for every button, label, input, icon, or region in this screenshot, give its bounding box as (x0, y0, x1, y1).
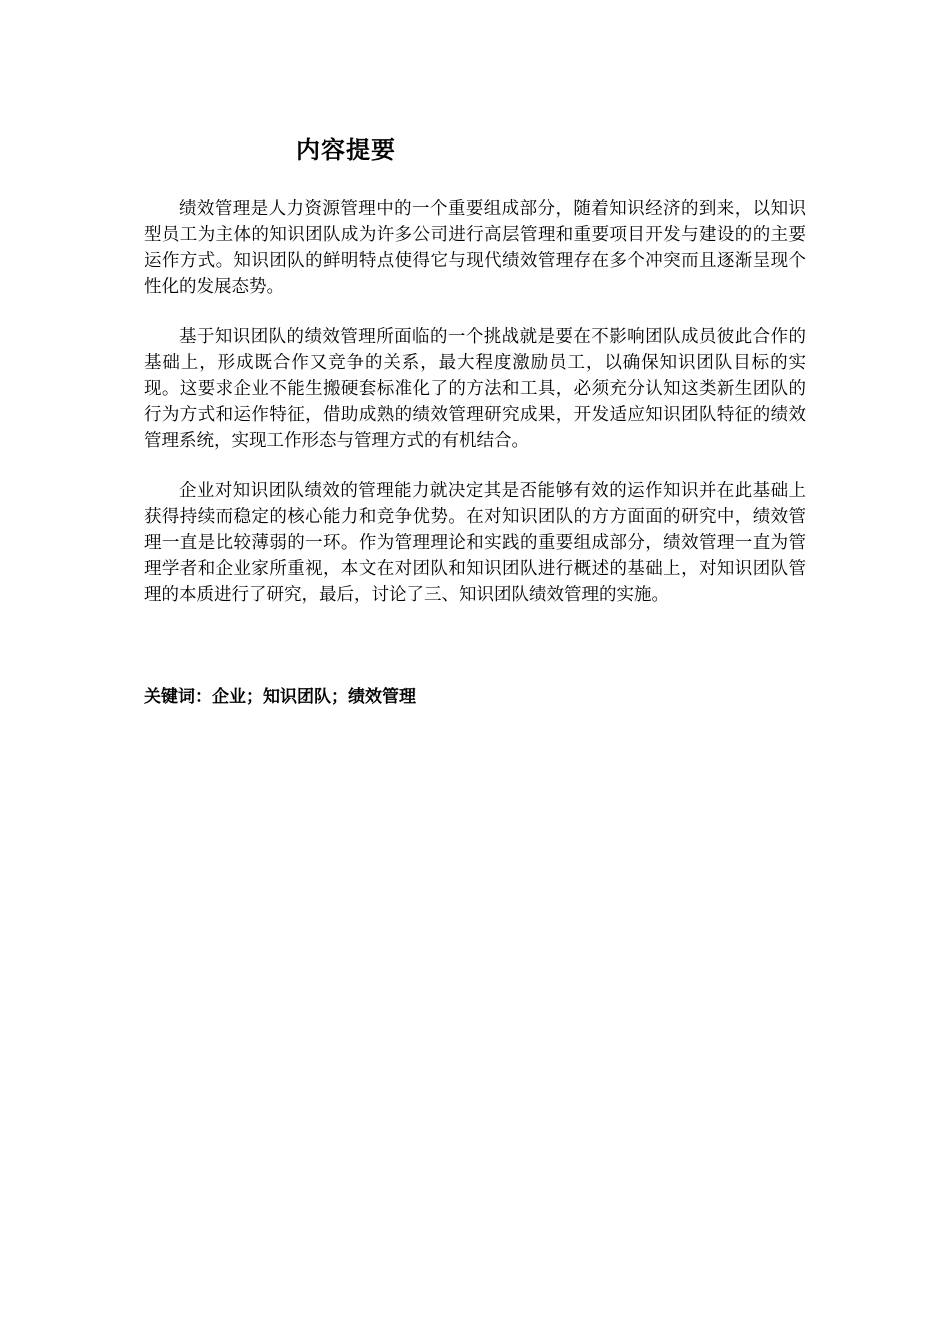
abstract-body (144, 196, 806, 632)
page-title: 内容提要 (296, 136, 396, 164)
keywords-line: 关键词：企业；知识团队；绩效管理 (144, 687, 416, 707)
paragraph-1: 绩效管理是人力资源管理中的一个重要组成部分，随着知识经济的到来，以知识型员工为主体的知识团队成为许多公司进行高层管理和重要项目开发与建设的的主要运作方式。知识团队的鲜明特点使得它与现代绩效管理存在多个冲突而且逐渐呈现个性化的发展态势。 (144, 199, 806, 297)
paragraph-3: 企业对知识团队绩效的管理能力就决定其是否能够有效的运作知识并在此基础上获得持续而稳定的核心能力和竞争优势。在对知识团队的方方面面的研究中，绩效管理一直是比较薄弱的一环。作为管理理论和实践的重要组成部分，绩效管理一直为管理学者和企业家所重视，本文在对团队和知识团队进行概述的基础上，对知识团队管理的本质进行了研究，最后，讨论了三、知识团队绩效管理的实施。 (144, 481, 806, 605)
paragraph-2: 基于知识团队的绩效管理所面临的一个挑战就是要在不影响团队成员彼此合作的基础上，形成既合作又竞争的关系，最大程度激励员工，以确保知识团队目标的实现。这要求企业不能生搬硬套标准化了的方法和工具，必须充分认知这类新生团队的行为方式和运作特征，借助成熟的绩效管理研究成果，开发适应知识团队特征的绩效管理系统，实现工作形态与管理方式的有机结合。 (144, 327, 806, 451)
